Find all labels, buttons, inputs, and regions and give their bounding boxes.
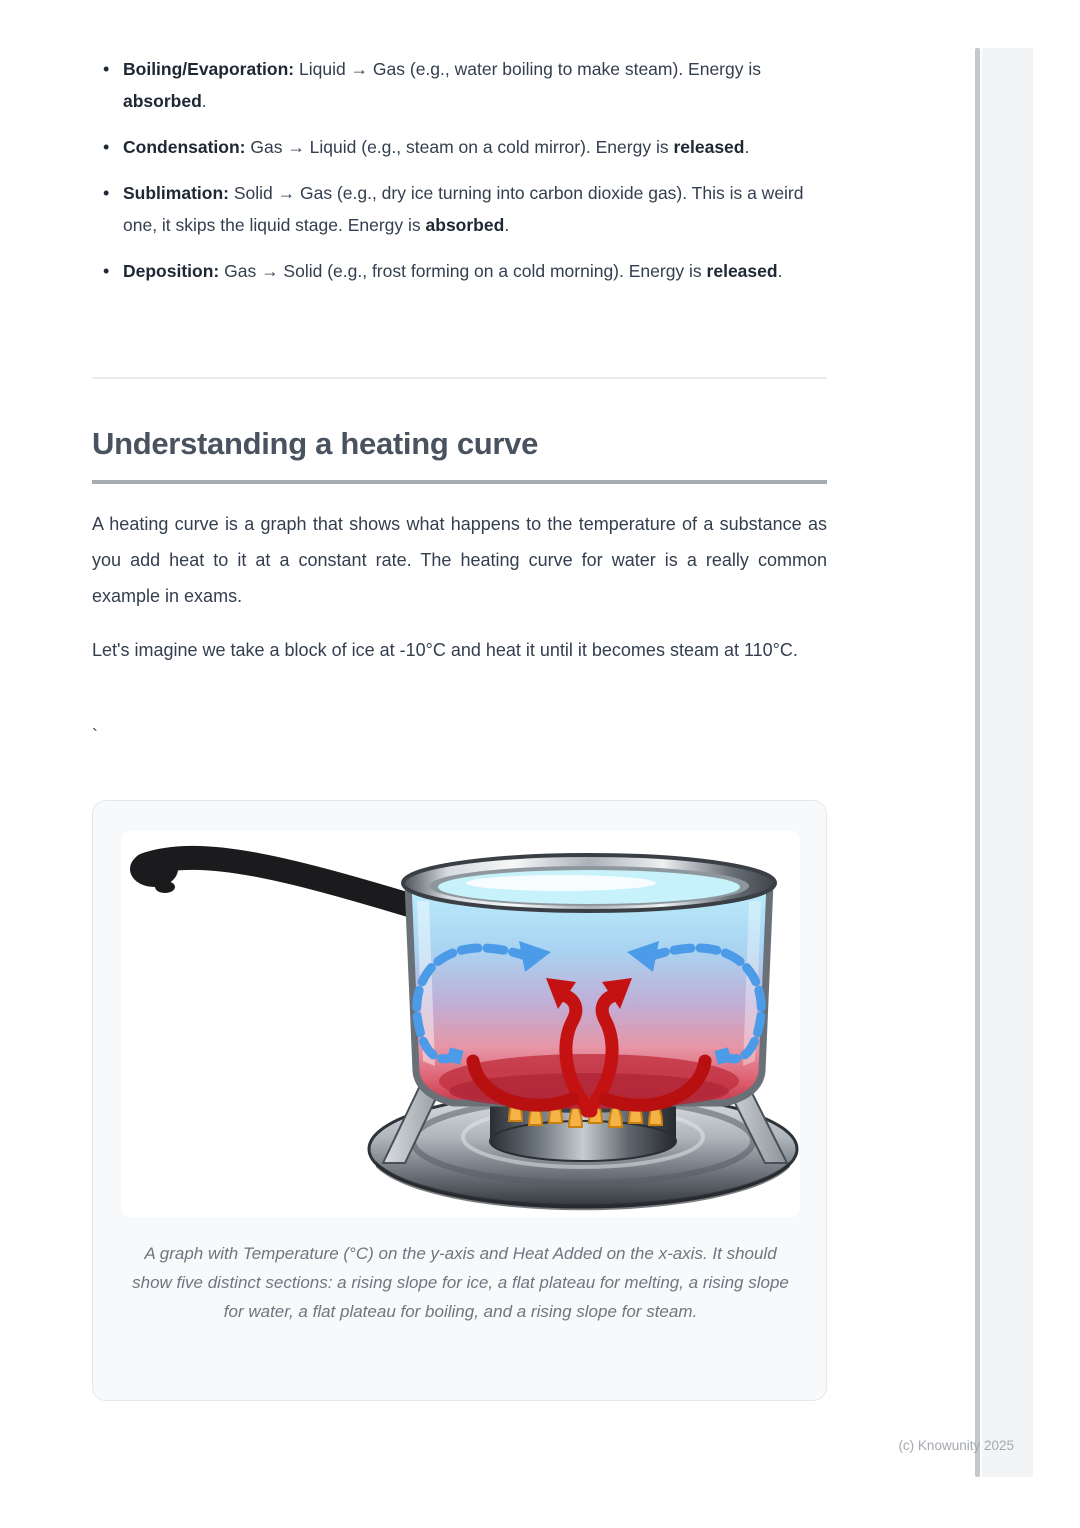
bullet-item: • Condensation: Gas → Liquid (e.g., steam on a cold mirror). Energy is released. (92, 131, 827, 163)
bullet-item: • Deposition: Gas → Solid (e.g., frost forming on a cold morning). Energy is released. (92, 255, 827, 287)
scrollbar-thumb[interactable] (975, 48, 980, 1477)
page-footer: (c) Knowunity 2025 (898, 1438, 1014, 1453)
stray-backtick-text: ` (92, 726, 98, 746)
pot-body (408, 883, 770, 1109)
pot-on-stove-illustration (121, 831, 800, 1217)
section-divider (92, 377, 827, 379)
bullet-item: • Sublimation: Solid → Gas (e.g., dry ice turning into carbon dioxide gas). This is a weird one, it skips the liquid stage. Energy is absorbed. (92, 177, 827, 241)
scrollbar-track (982, 48, 1033, 1477)
bullet-item: • Boiling/Evaporation: Liquid → Gas (e.g., water boiling to make steam). Energy is absorbed. (92, 53, 827, 117)
figure-caption: A graph with Temperature (°C) on the y-axis and Heat Added on the x-axis. It should show five distinct sections: a rising slope for ice, a flat plateau for melting, a rising slope for water, a flat plateau for boiling, and a rising slope for steam. (132, 1244, 789, 1321)
section-heading: Understanding a heating curve (92, 424, 827, 484)
figure-card (92, 800, 827, 1401)
pot-handle (130, 851, 429, 911)
pot-rim (403, 855, 775, 911)
figure-image[interactable] (121, 831, 800, 1217)
paragraph-ice-to-steam: Let's imagine we take a block of ice at -10°C and heat it until it becomes steam at 110°C. (92, 640, 798, 660)
paragraph-heating-curve-intro: A heating curve is a graph that shows what happens to the temperature of a substance as you add heat to it at a constant rate. The heating curve for water is a really common example in exams. (92, 514, 827, 606)
phase-change-bullet-list (92, 53, 827, 301)
